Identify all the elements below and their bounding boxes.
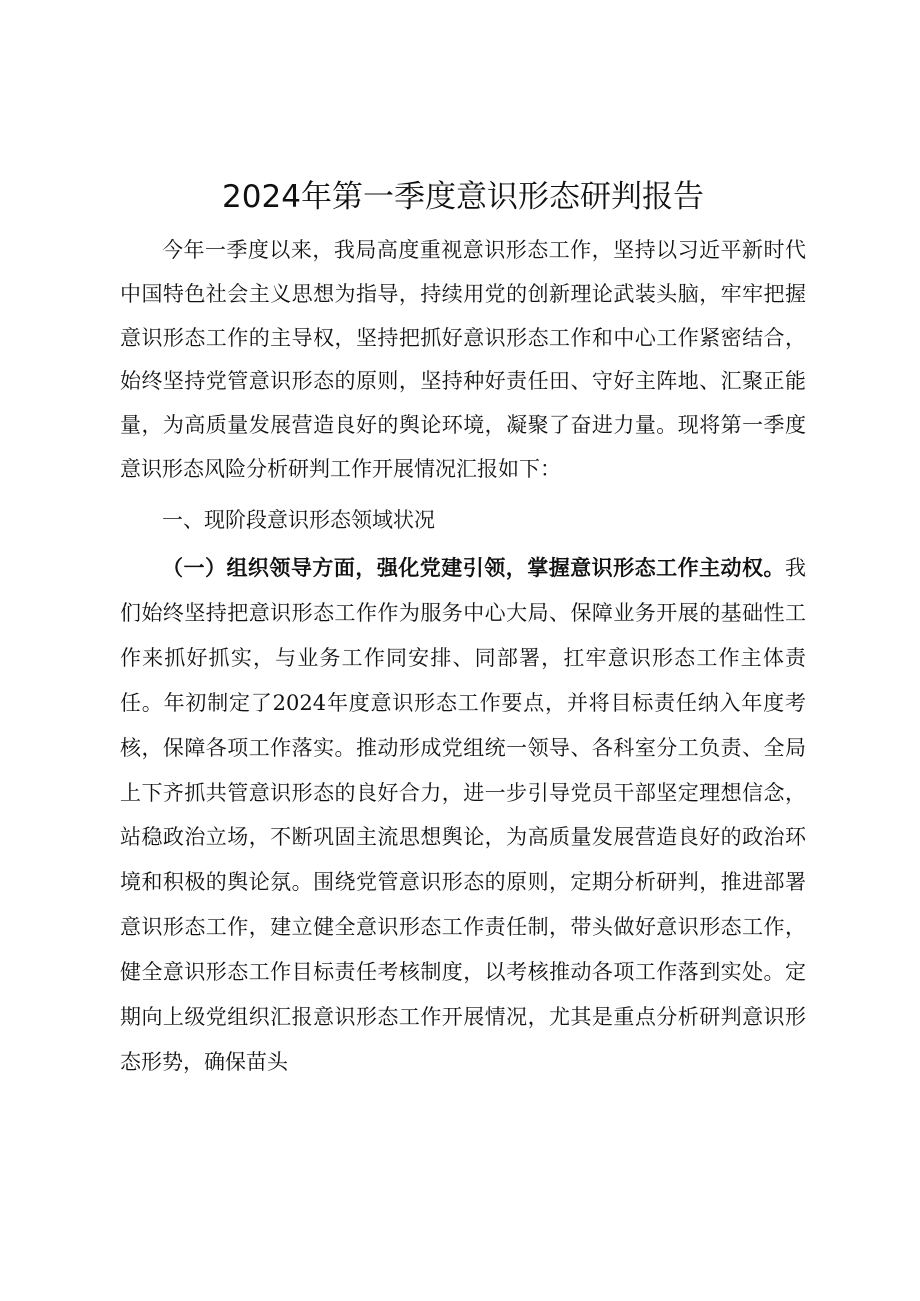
section-heading: 一、现阶段意识形态领域状况: [162, 508, 435, 532]
document-title: 2024年第一季度意识形态研判报告: [222, 179, 704, 215]
intro-paragraph: 今年一季度以来，我局高度重视意识形态工作，坚持以习近平新时代中国特色社会主义思想为指导，持续用党的创新理论武装头脑，牢牢把握意识形态工作的主导权，坚持把抓好意识形态工作和中心工作紧密结合，始终坚持党管意识形态的原则，坚持种好责任田、守好主阵地、汇聚正能量，为高质量发展营造良好的舆论环境，凝聚了奋进力量。现将第一季度意识形态风险分析研判工作开展情况汇报如下：: [120, 238, 806, 481]
body-paragraph: [120, 546, 806, 1085]
subsection-lead: （一）组织领导方面，强化党建引领，掌握意识形态工作主动权。: [162, 555, 785, 580]
subsection-body: 我们始终坚持把意识形态工作作为服务中心大局、保障业务开展的基础性工作来抓好抓实，与业务工作同安排、同部署，扛牢意识形态工作主体责任。年初制定了2024年度意识形态工作要点，并将目标责任纳入年度考核，保障各项工作落实。推动形成党组统一领导、各科室分工负责、全局上下齐抓共管意识形态的良好合力，进一步引导党员干部坚定理想信念，站稳政治立场，不断巩固主流思想舆论，为高质量发展营造良好的政治环境和积极的舆论氛。围绕党管意识形态的原则，定期分析研判，推进部署意识形态工作，建立健全意识形态工作责任制，带头做好意识形态工作，健全意识形态工作目标责任考核制度，以考核推动各项工作落到实处。定期向上级党组织汇报意识形态工作开展情况，尤其是重点分析研判意识形态形势，确保苗头: [120, 556, 806, 1074]
